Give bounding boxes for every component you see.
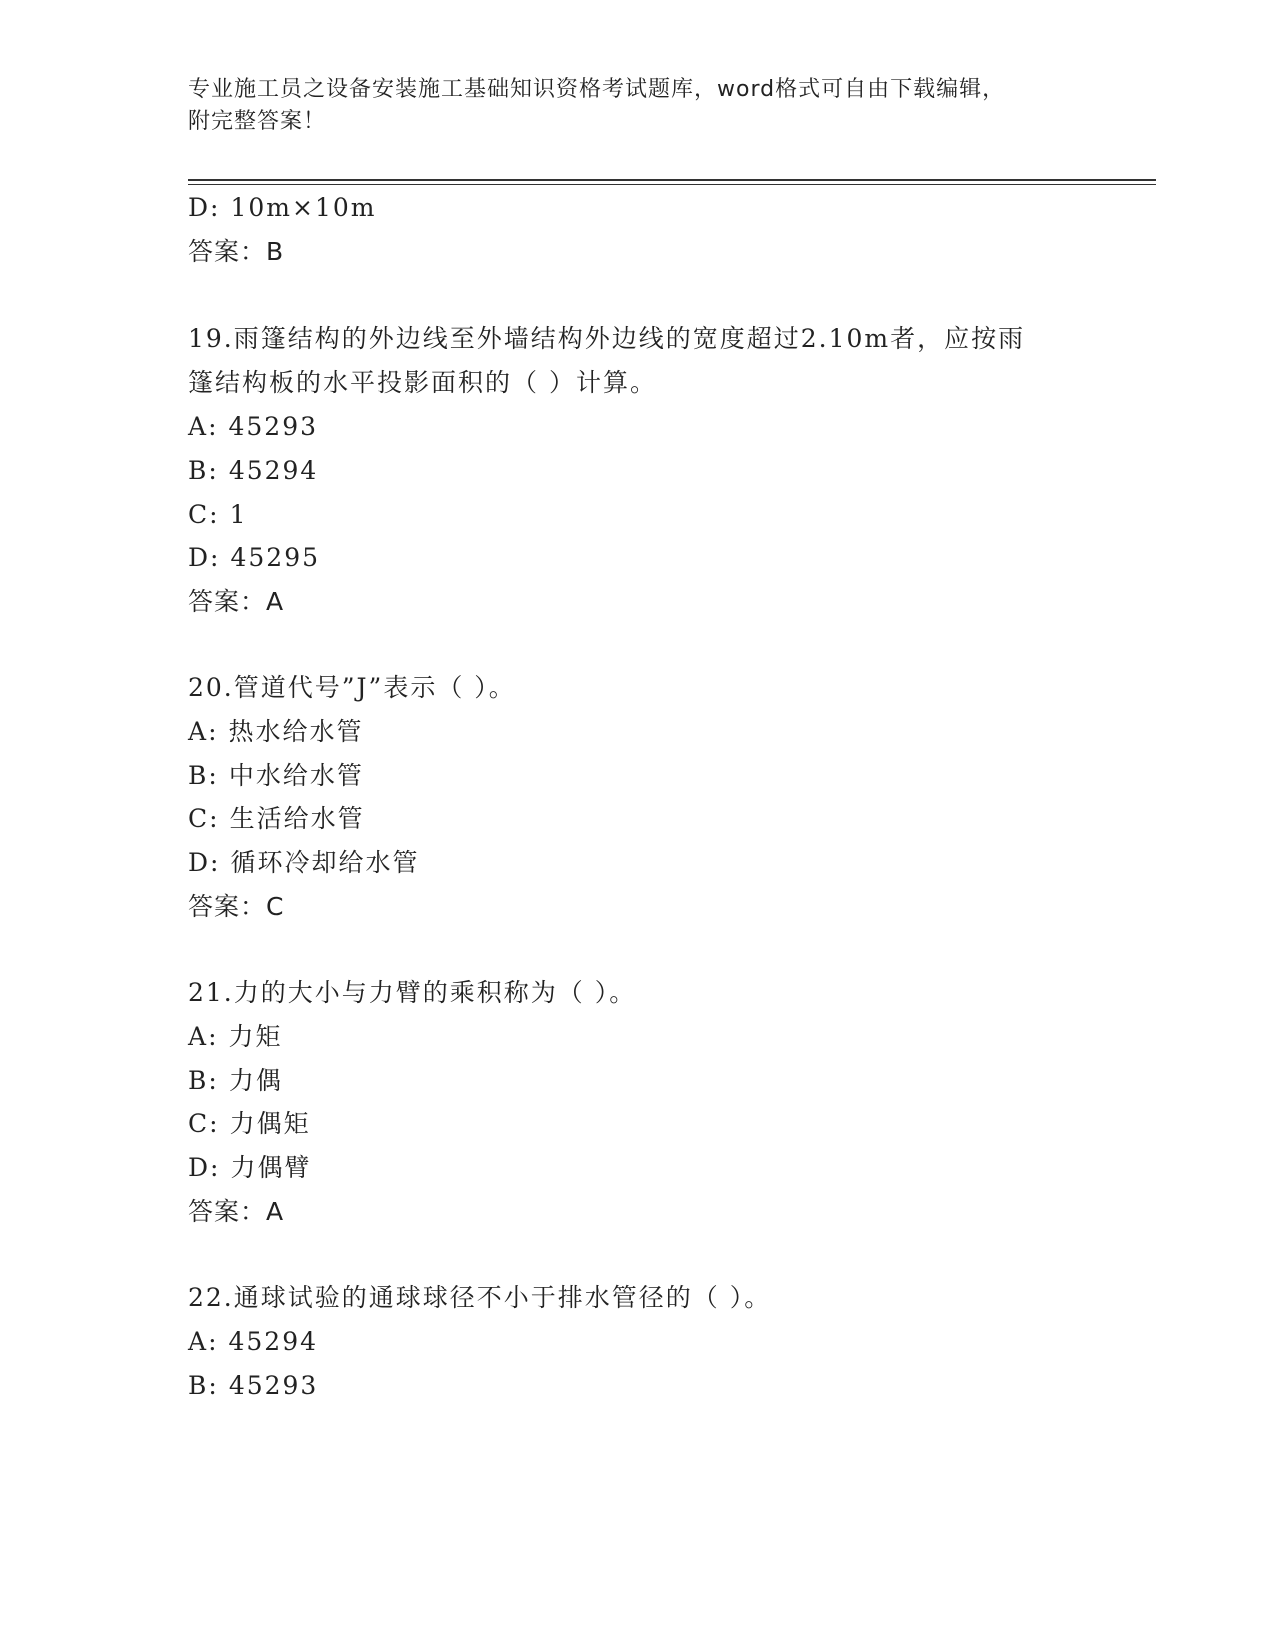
option-value: 力偶臂 [230, 1153, 312, 1182]
option-key: B [188, 456, 209, 485]
header-line-1: 专业施工员之设备安装施工基础知识资格考试题库，word格式可自由下载编辑， [188, 77, 1006, 102]
option-sep: : [208, 1327, 219, 1356]
option-value: 1 [229, 500, 248, 529]
option-key: A [188, 1022, 209, 1051]
option-sep: : [208, 717, 219, 746]
option-key: C [188, 1109, 210, 1138]
option-value: 10m×10m [230, 193, 377, 222]
option-sep: : [210, 848, 221, 877]
option-value: 力偶 [228, 1066, 283, 1095]
option-a [188, 1327, 318, 1357]
option-d [188, 848, 420, 878]
option-d [188, 193, 376, 223]
question-stem: 21.力的大小与力臂的乘积称为（ ）。 [188, 978, 637, 1007]
answer-line: 答案：A [188, 587, 285, 616]
option-key: D [188, 848, 211, 877]
option-value: 循环冷却给水管 [230, 848, 420, 877]
header-rule-thick [188, 179, 1156, 181]
option-sep: : [208, 412, 219, 441]
option-a [188, 412, 318, 442]
option-key: A [188, 412, 209, 441]
option-key: B [188, 1371, 209, 1400]
option-sep: : [208, 456, 219, 485]
option-sep: : [208, 1371, 219, 1400]
option-sep: : [210, 1153, 221, 1182]
option-a [188, 1022, 283, 1052]
option-value: 中水给水管 [228, 761, 364, 790]
option-value: 45294 [228, 1327, 319, 1356]
option-sep: : [208, 1066, 219, 1095]
header-rule-thin [188, 184, 1156, 185]
option-b [188, 1066, 283, 1096]
option-b [188, 456, 318, 486]
question-stem: 22.通球试验的通球球径不小于排水管径的（ ）。 [188, 1283, 772, 1312]
document-header [188, 74, 1068, 138]
option-d [188, 1153, 312, 1183]
option-sep: : [210, 193, 221, 222]
header-line-2: 附完整答案！ [188, 109, 327, 134]
option-value: 45293 [228, 1371, 319, 1400]
option-value: 45293 [228, 412, 319, 441]
question-stem: 20.管道代号”J”表示（ ）。 [188, 673, 516, 702]
option-c [188, 804, 365, 834]
option-key: D [188, 193, 211, 222]
option-value: 生活给水管 [229, 804, 365, 833]
option-d [188, 543, 320, 573]
option-sep: : [210, 543, 221, 572]
option-value: 力矩 [228, 1022, 283, 1051]
option-b [188, 1371, 318, 1401]
option-key: B [188, 761, 209, 790]
option-key: C [188, 804, 210, 833]
option-value: 45294 [228, 456, 319, 485]
option-key: A [188, 717, 209, 746]
option-value: 45295 [230, 543, 321, 572]
question-stem-continued: 篷结构板的水平投影面积的（ ）计算。 [188, 368, 657, 397]
answer-line: 答案：A [188, 1197, 285, 1226]
option-sep: : [208, 1022, 219, 1051]
option-sep: : [209, 1109, 220, 1138]
option-key: B [188, 1066, 209, 1095]
option-sep: : [209, 804, 220, 833]
option-value: 力偶矩 [229, 1109, 311, 1138]
option-key: A [188, 1327, 209, 1356]
answer-line: 答案：B [188, 237, 285, 266]
option-key: C [188, 500, 210, 529]
option-value: 热水给水管 [228, 717, 364, 746]
option-a [188, 717, 364, 747]
option-c [188, 500, 247, 530]
question-stem: 19.雨篷结构的外边线至外墙结构外边线的宽度超过2.10m者，应按雨 [188, 324, 1026, 353]
option-key: D [188, 1153, 211, 1182]
answer-line: 答案：C [188, 892, 285, 921]
option-sep: : [209, 500, 220, 529]
option-b [188, 761, 364, 791]
option-key: D [188, 543, 211, 572]
option-sep: : [208, 761, 219, 790]
option-c [188, 1109, 311, 1139]
